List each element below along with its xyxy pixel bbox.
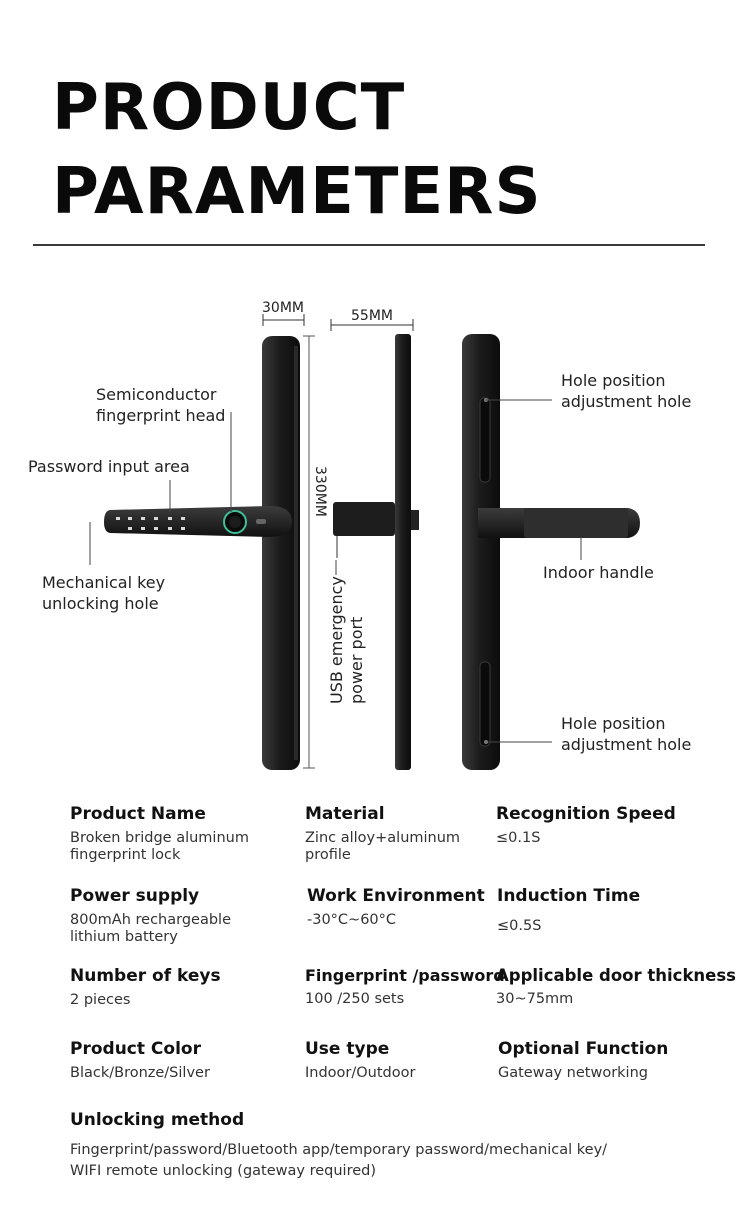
spec-value: 800mAh rechargeable lithium battery bbox=[70, 912, 232, 945]
spec-value: 2 pieces bbox=[70, 992, 131, 1008]
front-view bbox=[104, 300, 328, 770]
spec-value: Broken bridge aluminum fingerprint lock bbox=[70, 830, 249, 863]
title-line-2: PARAMETERS bbox=[52, 155, 542, 229]
spec-door-thickness bbox=[496, 966, 736, 1008]
label-password-area: Password input area bbox=[28, 457, 190, 476]
spec-label: Work Environment bbox=[307, 886, 485, 906]
spec-label: Material bbox=[305, 804, 385, 824]
title-line-1: PRODUCT bbox=[52, 71, 406, 145]
label-fingerprint-head-1: Semiconductor bbox=[96, 385, 217, 404]
spec-product-color bbox=[70, 1039, 210, 1082]
spec-unlocking-method bbox=[70, 1110, 607, 1182]
spec-label: Product Name bbox=[70, 804, 206, 824]
spec-label: Recognition Speed bbox=[496, 804, 676, 824]
label-hole-bottom-1: Hole position bbox=[561, 714, 666, 733]
spec-value: ≤0.5S bbox=[497, 918, 542, 934]
page-title bbox=[52, 66, 542, 234]
spec-value: ≤0.1S bbox=[496, 830, 541, 846]
spec-label: Fingerprint /password bbox=[305, 966, 505, 985]
label-usb-2: power port bbox=[347, 616, 366, 704]
spec-value: Fingerprint/password/Bluetooth app/temporary password/mechanical key/ WIFI remote unlocking (gateway required) bbox=[70, 1142, 608, 1179]
spec-work-environment bbox=[307, 886, 485, 929]
spec-optional-function bbox=[498, 1039, 668, 1082]
dim-depth-label: 55MM bbox=[351, 308, 393, 324]
title-divider bbox=[33, 244, 705, 246]
label-usb-1: USB emergency bbox=[327, 576, 346, 704]
spec-use-type bbox=[305, 1039, 415, 1082]
spec-induction-time bbox=[497, 886, 640, 935]
label-hole-bottom-2: adjustment hole bbox=[561, 735, 692, 754]
spec-product-name bbox=[70, 804, 249, 864]
spec-fingerprint-password bbox=[305, 966, 505, 1008]
label-hole-top-2: adjustment hole bbox=[561, 392, 692, 411]
spec-value: Black/Bronze/Silver bbox=[70, 1065, 210, 1081]
spec-grid bbox=[0, 800, 750, 1190]
label-mech-key-1: Mechanical key bbox=[42, 573, 166, 592]
spec-label: Use type bbox=[305, 1039, 390, 1059]
spec-value: 30~75mm bbox=[496, 991, 574, 1007]
label-mech-key-2: unlocking hole bbox=[42, 594, 159, 613]
spec-label: Unlocking method bbox=[70, 1110, 245, 1130]
label-hole-top-1: Hole position bbox=[561, 371, 666, 390]
label-fingerprint-head-2: fingerprint head bbox=[96, 406, 226, 425]
dim-width-label: 30MM bbox=[262, 300, 304, 316]
label-indoor-handle: Indoor handle bbox=[543, 563, 654, 582]
spec-value: Gateway networking bbox=[498, 1065, 648, 1081]
spec-recognition-speed bbox=[496, 804, 676, 847]
dim-height-label: 330MM bbox=[312, 466, 328, 517]
spec-label: Optional Function bbox=[498, 1039, 669, 1059]
spec-label: Number of keys bbox=[70, 966, 221, 986]
side-handle bbox=[333, 502, 395, 536]
spec-value: Zinc alloy+aluminum profile bbox=[305, 830, 461, 863]
spec-value: -30°C~60°C bbox=[307, 912, 397, 928]
spec-label: Applicable door thickness bbox=[496, 966, 737, 985]
spec-label: Product Color bbox=[70, 1039, 201, 1059]
spec-material bbox=[305, 804, 460, 864]
spec-number-of-keys bbox=[70, 966, 221, 1009]
spec-label: Induction Time bbox=[497, 886, 641, 906]
spec-value: Indoor/Outdoor bbox=[305, 1065, 416, 1081]
lock-diagram bbox=[0, 290, 750, 790]
side-plate bbox=[395, 334, 411, 770]
spec-power-supply bbox=[70, 886, 231, 946]
spec-value: 100 /250 sets bbox=[305, 991, 405, 1007]
spec-label: Power supply bbox=[70, 886, 200, 906]
